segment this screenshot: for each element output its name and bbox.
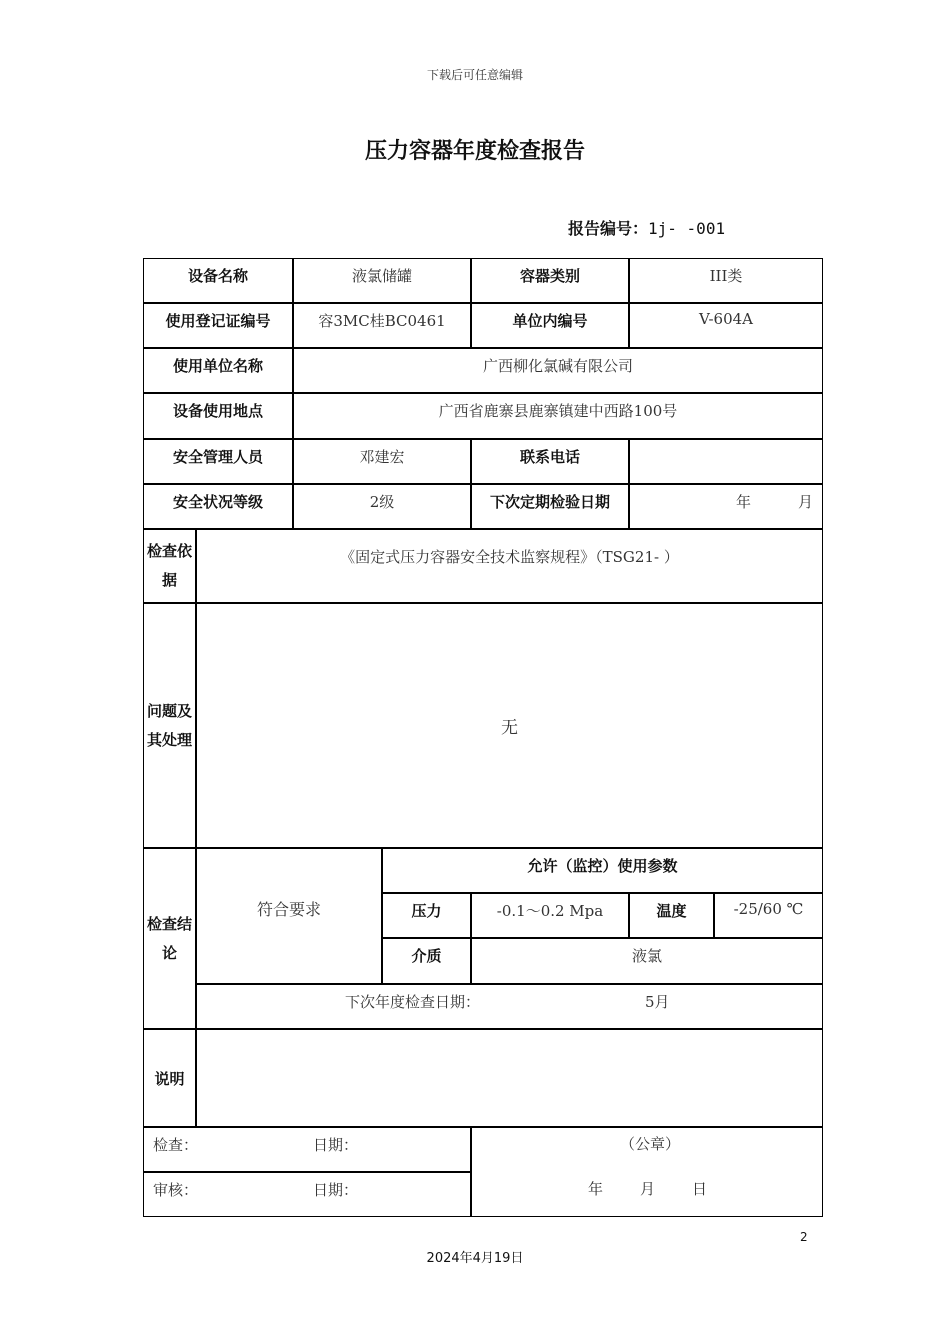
next-inspection-month: 月 [798, 493, 814, 511]
value-next-annual-inspection: 5月 [645, 993, 670, 1011]
label-pressure: 压力 [382, 893, 471, 938]
value-equipment-name: 液氯储罐 [293, 258, 471, 303]
value-inspection-basis: 《固定式压力容器安全技术监察规程》（TSG21- ） [196, 529, 823, 603]
label-safety-grade: 安全状况等级 [143, 484, 293, 529]
value-phone [629, 439, 823, 484]
seal-label: （公章） [620, 1135, 681, 1153]
label-next-annual-inspection: 下次年度检查日期： [345, 993, 481, 1011]
label-review-date: 日期： [313, 1181, 359, 1199]
value-safety-manager: 邓建宏 [293, 439, 471, 484]
value-pressure: -0.1～0.2 Mpa [471, 893, 629, 938]
label-inspection-basis: 检查依据 [143, 529, 196, 603]
label-safety-manager: 安全管理人员 [143, 439, 293, 484]
label-allowed-params: 允许（监控）使用参数 [382, 848, 823, 893]
seal-month: 月 [640, 1180, 656, 1198]
label-phone: 联系电话 [471, 439, 629, 484]
page-number: 2 [800, 1230, 808, 1244]
label-internal-no: 单位内编号 [471, 303, 629, 348]
value-next-inspection-date [629, 484, 823, 529]
next-inspection-year: 年 [736, 493, 752, 511]
label-notes: 说明 [143, 1029, 196, 1127]
label-next-inspection-date: 下次定期检验日期 [471, 484, 629, 529]
value-internal-no: V-604A [629, 303, 823, 348]
value-location: 广西省鹿寨县鹿寨镇建中西路100号 [293, 393, 823, 439]
label-inspect-date: 日期： [313, 1136, 359, 1154]
label-location: 设备使用地点 [143, 393, 293, 439]
footer-date: 2024年4月19日 [426, 1251, 524, 1266]
label-issues: 问题及其处理 [143, 603, 196, 848]
signoff-review-row [143, 1172, 471, 1217]
label-vessel-class: 容器类别 [471, 258, 629, 303]
value-safety-grade: 2级 [293, 484, 471, 529]
value-medium: 液氯 [471, 938, 823, 984]
seal-year: 年 [588, 1180, 604, 1198]
header-note: 下载后可任意编辑 [426, 68, 523, 82]
signoff-inspect-row [143, 1127, 471, 1172]
label-registration-no: 使用登记证编号 [143, 303, 293, 348]
value-temperature: -25/60 ℃ [714, 893, 823, 938]
official-seal-box [471, 1127, 823, 1217]
value-user-unit: 广西柳化氯碱有限公司 [293, 348, 823, 393]
label-conclusion: 检查结论 [143, 848, 196, 1029]
label-inspected-by: 检查： [153, 1136, 199, 1154]
value-registration-no: 容3MC桂BC0461 [293, 303, 471, 348]
seal-day: 日 [692, 1180, 708, 1198]
value-issues: 无 [196, 603, 823, 848]
label-medium: 介质 [382, 938, 471, 984]
label-user-unit: 使用单位名称 [143, 348, 293, 393]
next-annual-inspection [196, 984, 823, 1029]
value-conclusion-result: 符合要求 [196, 848, 382, 984]
label-reviewed-by: 审核： [153, 1181, 199, 1199]
label-equipment-name: 设备名称 [143, 258, 293, 303]
value-vessel-class: III类 [629, 258, 823, 303]
value-notes [196, 1029, 823, 1127]
report-number-label: 报告编号： [568, 219, 649, 238]
label-temperature: 温度 [629, 893, 714, 938]
report-number-value: 1j- -001 [648, 219, 726, 238]
document-title: 压力容器年度检查报告 [364, 139, 585, 164]
